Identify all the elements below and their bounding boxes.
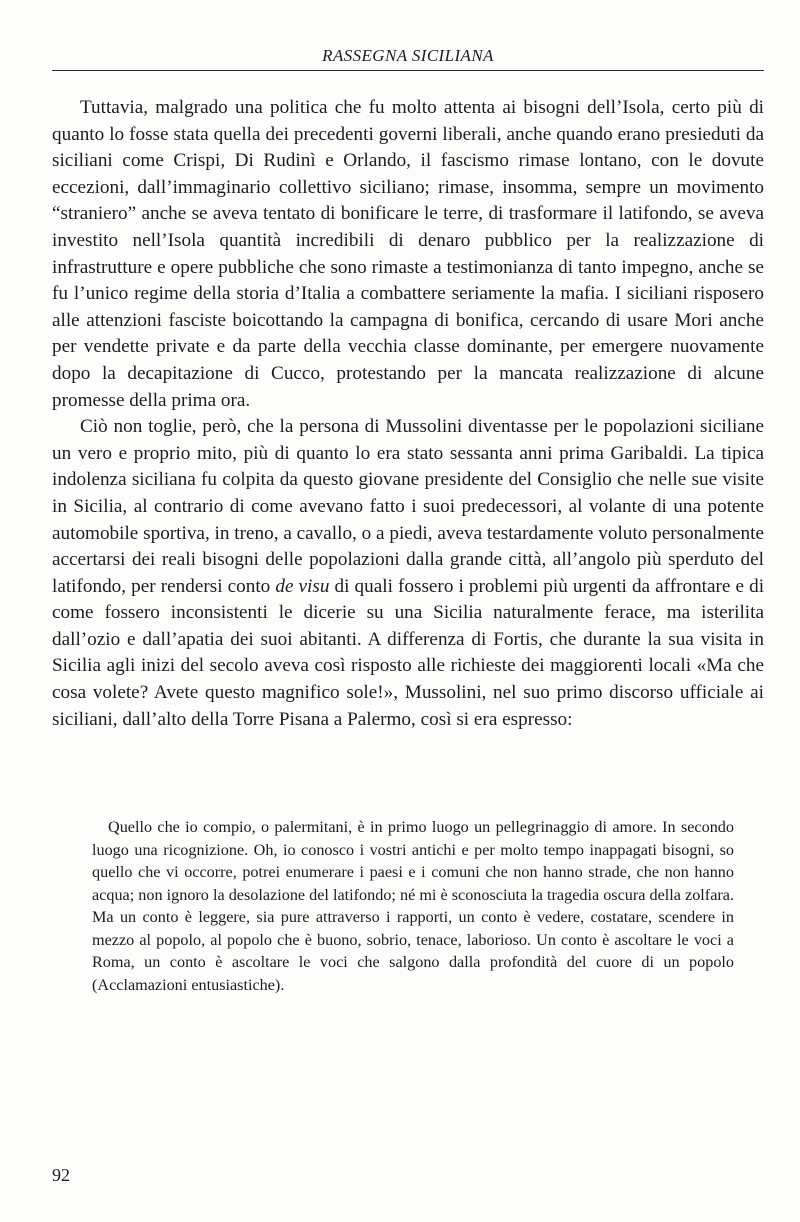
page-number: 92 bbox=[52, 1165, 70, 1185]
main-text bbox=[52, 95, 764, 733]
paragraph: Tuttavia, malgrado una politica che fu molto attenta ai bisogni dell’Isola, certo più di quanto lo fosse stata quella dei precedenti governi liberali, anche quando erano presieduti da siciliani come Crispi, Di Rudinì e Orlando, il fascismo rimase lontano, con le dovute eccezioni, dall’immaginario collettivo siciliano; rimase, insomma, sempre un movimento “straniero” anche se aveva tentato di bonificare le terre, di trasformare il latifondo, se aveva investito nell’Isola quantità incredibili di denaro pubblico per la realizzazione di infrastrutture e opere pubbliche che sono rimaste a testimonianza di tanto impegno, anche se fu l’unico regime della storia d’Italia a combattere seriamente la mafia. I siciliani risposero alle attenzioni fasciste boicottando la campagna di bonifica, cercando di usare Mori anche per vendette private e da parte della vecchia classe dominante, per emergere nuovamente dopo la decapitazione di Cucco, protestando per la mancata realizzazione di alcune promesse della prima ora. bbox=[52, 97, 764, 411]
block-quote bbox=[92, 816, 734, 996]
italic-phrase: de visu bbox=[275, 575, 330, 597]
quote-text: Quello che io compio, o palermitani, è in primo luogo un pellegrinaggio di amore. In secondo luogo una ricognizione. Oh, io conosco i vostri antichi e per molto tempo inappagati bisogni, so quello che vi occorre, potrei enumerare i paesi e i comuni che non hanno strade, che non hanno acqua; non ignoro la desolazione del latifondo; né mi è sconosciuta la tragedia oscura della zolfara. Ma un conto è leggere, sia pure attraverso i rapporti, un conto è vedere, costatare, scendere in mezzo al popolo, al popolo che è buono, sobrio, tenace, laborioso. Un conto è ascoltare le voci a Roma, un conto è ascoltare le voci che salgono dalla profondità del cuore di un popolo (Acclamazioni entusiastiche). bbox=[92, 818, 734, 994]
paragraph-text: di quali fossero i problemi più urgenti da affrontare e di come fossero inconsistenti le dicerie su una Sicilia naturalmente ferace, ma isterilita dall’ozio e dall’apatia dei suoi abitanti. A differenza di Fortis, che durante la sua visita in Sicilia agli inizi del secolo aveva così risposto alle richieste dei maggiorenti locali «Ma che cosa volete? Avete questo magnifico sole!», Mussolini, nel suo primo discorso ufficiale ai siciliani, dall’alto della Torre Pisana a Palermo, così si era espresso: bbox=[52, 575, 765, 730]
header-rule bbox=[52, 70, 764, 71]
paragraph bbox=[52, 414, 764, 733]
paragraph-text: Ciò non toglie, però, che la persona di Mussolini diventasse per le popolazioni siciliane un vero e proprio mito, più di quanto lo era stato sessanta anni prima Garibaldi. La tipica indolenza siciliana fu colpita da questo giovane presidente del Consiglio che nelle sue visite in Sicilia, al contrario di come avevano fatto i suoi predecessori, al volante di una potente automobile sportiva, in treno, a cavallo, o a piedi, aveva testardamente voluto personalmente accertarsi dei reali bisogni delle popolazioni dalla grande città, all’angolo più sperduto del latifondo, per rendersi conto bbox=[52, 416, 764, 597]
running-head: RASSEGNA SICILIANA bbox=[322, 46, 494, 65]
